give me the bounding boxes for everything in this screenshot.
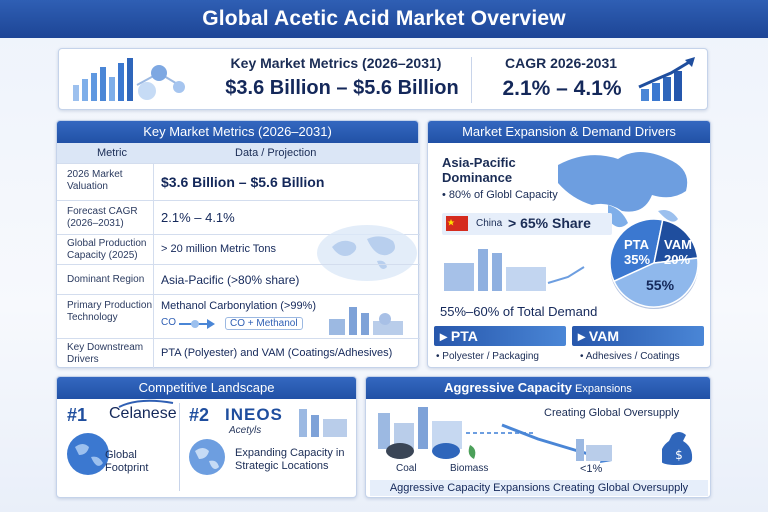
- row-value: Asia-Pacific (>80% share): [161, 273, 300, 287]
- pct-label: <1%: [580, 463, 603, 475]
- bar-chart-molecule-icon: [67, 55, 197, 105]
- rank-2: #2: [189, 405, 210, 425]
- region-title: Asia-Pacific Dominance: [442, 155, 516, 185]
- factory-small-icon: [572, 427, 616, 463]
- competitive-title: Competitive Landscape: [57, 377, 356, 399]
- row-value: > 20 million Metric Tons: [161, 243, 277, 255]
- china-share: > 65% Share: [508, 215, 591, 231]
- top-metrics-title: Key Market Metrics (2026–2031): [230, 55, 442, 71]
- china-label: China: [476, 218, 503, 229]
- divider: [471, 57, 472, 103]
- pta-sub: • Polyester / Packaging: [436, 351, 539, 362]
- expanding-text: Expanding Capacity in Strategic Locations: [235, 447, 345, 472]
- pie-label-vam: VAM 20%: [664, 237, 692, 267]
- money-bag-icon: [662, 429, 696, 465]
- formula-co: CO: [161, 317, 176, 328]
- capacity-footer: Aggressive Capacity Expansions Creating Global Oversupply: [370, 480, 708, 496]
- table-header: [57, 143, 420, 163]
- pta-tag: ▸ PTA: [434, 326, 566, 346]
- table-row: [57, 294, 420, 338]
- celanese-swoosh-icon: [117, 399, 177, 409]
- pie-label-other: 55%: [646, 277, 675, 293]
- coal-biomass-icon: [380, 439, 490, 461]
- vam-sub: • Adhesives / Coatings: [580, 351, 680, 362]
- oversupply-text: Creating Global Oversupply: [544, 407, 680, 419]
- top-cagr-title: CAGR 2026-2031: [504, 55, 618, 71]
- biomass-label: Biomass: [450, 463, 489, 474]
- drivers-title: Market Expansion & Demand Drivers: [428, 121, 710, 143]
- col-data: Data / Projection: [235, 147, 317, 159]
- table-row: [57, 163, 420, 200]
- top-summary-strip: [58, 48, 708, 110]
- capacity-panel: [365, 376, 711, 498]
- row-value: PTA (Polyester) and VAM (Coatings/Adhesives): [161, 347, 393, 359]
- pie-label-pta: PTA 35%: [624, 237, 651, 267]
- col-metric: Metric: [97, 147, 127, 159]
- table-row: [57, 338, 420, 369]
- row-value: Methanol Carbonylation (>99%): [161, 300, 317, 312]
- china-flag-icon: [446, 216, 468, 231]
- demand-drivers-panel: [427, 120, 711, 368]
- row-value: $3.6 Billion – $5.6 Billion: [161, 174, 325, 190]
- table-row: [57, 234, 420, 264]
- total-demand-text: 55%–60% of Total Demand: [440, 304, 598, 319]
- growth-arrow-icon: [637, 55, 703, 105]
- row-metric: Global Production Capacity (2025): [67, 238, 147, 261]
- page-title: Global Acetic Acid Market Overview: [0, 0, 768, 38]
- row-metric: 2026 Market Valuation: [67, 169, 123, 192]
- factory-icon: [438, 239, 588, 295]
- rank-1: #1: [67, 405, 88, 425]
- footprint-text: Global Footprint: [105, 449, 149, 474]
- formula-methanol: CO + Methanol: [225, 317, 303, 330]
- capacity-title: Aggressive Capacity Expansions: [366, 377, 710, 399]
- key-metrics-table: [56, 120, 419, 368]
- company-1: Celanese: [109, 405, 177, 422]
- row-metric: Forecast CAGR (2026–2031): [67, 206, 138, 229]
- table-title: Key Market Metrics (2026–2031): [57, 121, 418, 143]
- competitive-panel: [56, 376, 357, 498]
- row-metric: Primary Production Technology: [67, 300, 153, 323]
- plant-icon: [319, 299, 415, 337]
- globe-icon: [187, 437, 227, 477]
- refinery-icon: [293, 403, 353, 439]
- divider: [179, 403, 180, 491]
- table-row: [57, 264, 420, 294]
- coal-label: Coal: [396, 463, 417, 474]
- china-row: [442, 213, 612, 235]
- row-metric: Dominant Region: [67, 274, 145, 285]
- row-value: 2.1% – 4.1%: [161, 210, 235, 225]
- top-metrics-value: $3.6 Billion – $5.6 Billion: [225, 77, 459, 99]
- company-2-sub: Acetyls: [229, 425, 262, 436]
- svg-text:$: $: [675, 448, 683, 462]
- capacity-text: • 80% of Globl Capacity: [442, 189, 558, 201]
- top-cagr-value: 2.1% – 4.1%: [502, 77, 622, 100]
- vam-tag: ▸ VAM: [572, 326, 704, 346]
- row-metric: Key Downstream Drivers: [67, 342, 144, 365]
- company-2: INEOS: [225, 405, 283, 424]
- molecule-icon: [177, 317, 225, 331]
